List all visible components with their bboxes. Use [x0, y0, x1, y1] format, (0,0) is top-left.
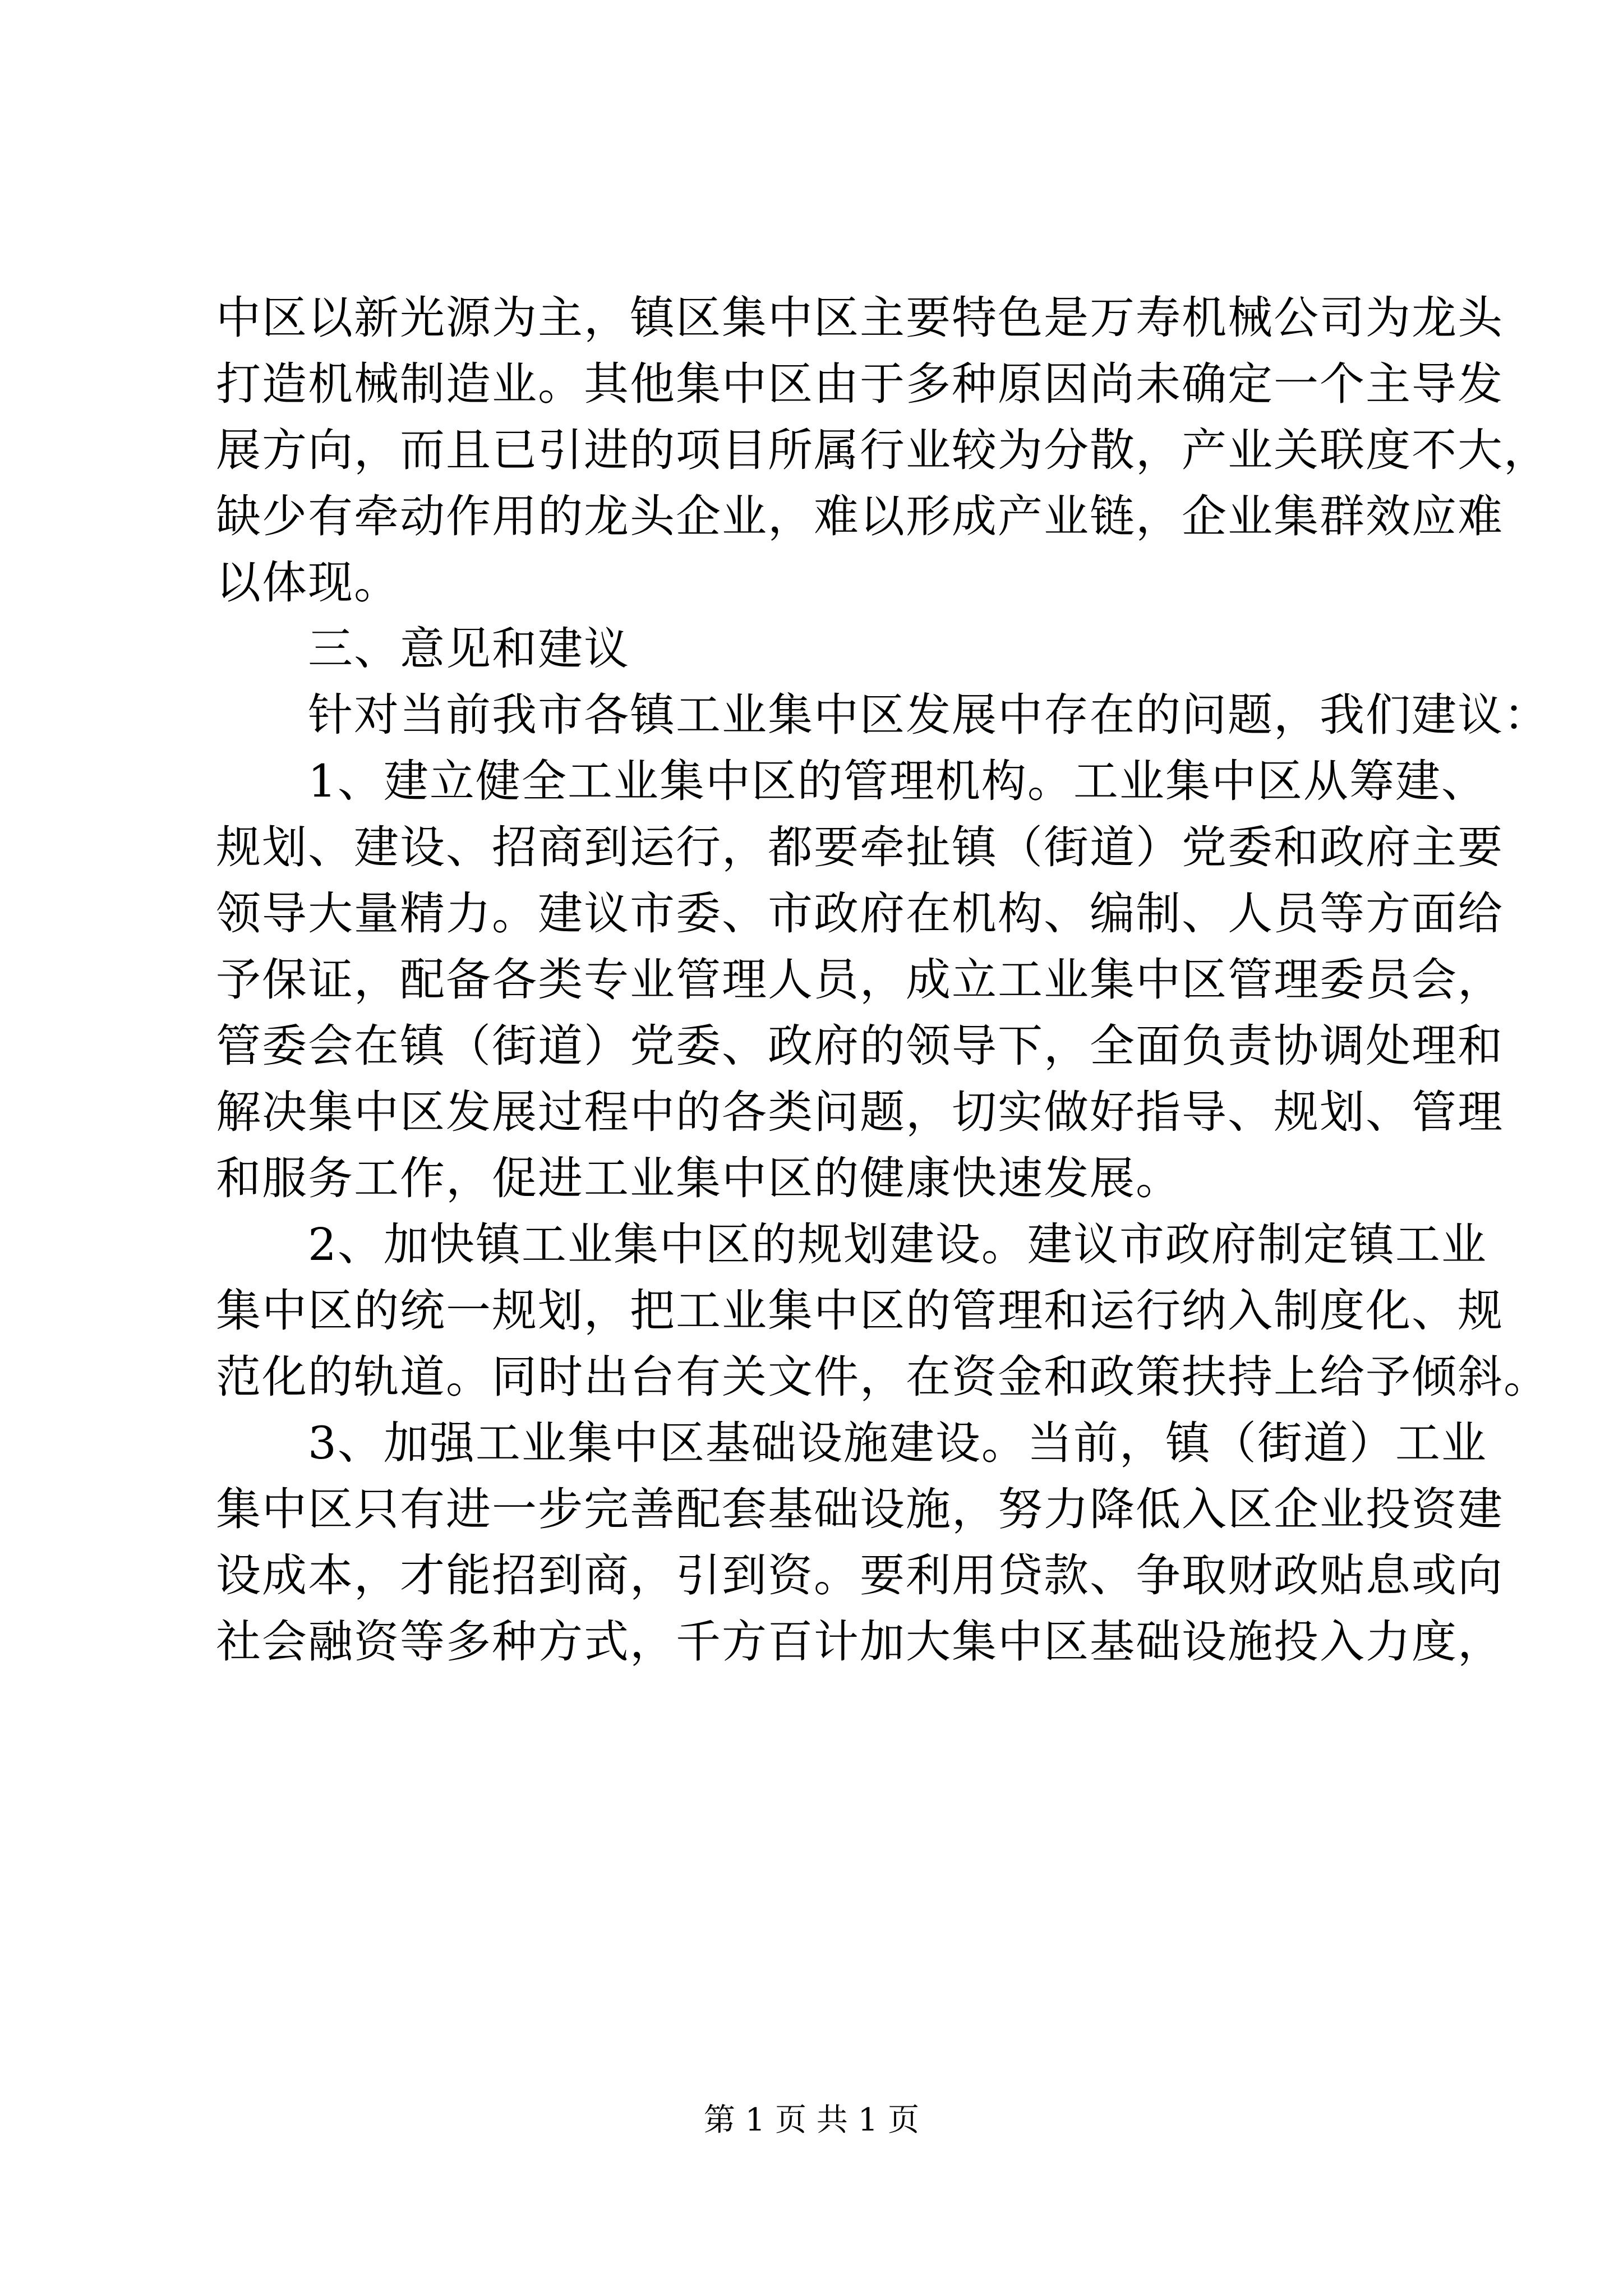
- text-line: 社会融资等多种方式，千方百计加大集中区基础设施投入力度，: [216, 1616, 1504, 1668]
- text-line: 设成本，才能招到商，引到资。要利用贷款、争取财政贴息或向: [216, 1549, 1504, 1602]
- text-line: 予保证，配备各类专业管理人员，成立工业集中区管理委员会，: [216, 954, 1504, 1006]
- section-heading: 三、意见和建议: [216, 623, 630, 675]
- page-number: 第 1 页 共 1 页: [703, 2102, 920, 2138]
- text-line: 缺少有牵动作用的龙头企业，难以形成产业链，企业集群效应难: [216, 490, 1504, 542]
- document-body: [216, 285, 1550, 1675]
- page-footer: [0, 2101, 1623, 2140]
- text-line: 3、加强工业集中区基础设施建设。当前，镇（街道）工业: [216, 1417, 1487, 1469]
- text-line: 集中区只有进一步完善配套基础设施，努力降低入区企业投资建: [216, 1483, 1504, 1535]
- text-line: 展方向，而且已引进的项目所属行业较为分散，产业关联度不大，: [216, 424, 1550, 476]
- text-line: 解决集中区发展过程中的各类问题，切实做好指导、规划、管理: [216, 1086, 1504, 1138]
- text-line: 以体现。: [216, 556, 400, 609]
- text-line: 1、建立健全工业集中区的管理机构。工业集中区从筹建、: [216, 755, 1487, 807]
- text-line: 针对当前我市各镇工业集中区发展中存在的问题，我们建议：: [216, 689, 1550, 741]
- text-line: 集中区的统一规划，把工业集中区的管理和运行纳入制度化、规: [216, 1285, 1504, 1337]
- text-line: 打造机械制造业。其他集中区由于多种原因尚未确定一个主导发: [216, 358, 1504, 410]
- text-line: 和服务工作，促进工业集中区的健康快速发展。: [216, 1152, 1182, 1204]
- text-line: 中区以新光源为主，镇区集中区主要特色是万寿机械公司为龙头: [216, 292, 1504, 344]
- text-line: 规划、建设、招商到运行，都要牵扯镇（街道）党委和政府主要: [216, 821, 1504, 873]
- text-line: 范化的轨道。同时出台有关文件，在资金和政策扶持上给予倾斜。: [216, 1351, 1550, 1403]
- text-line: 2、加快镇工业集中区的规划建设。建议市政府制定镇工业: [216, 1218, 1487, 1271]
- text-line: 领导大量精力。建议市委、市政府在机构、编制、人员等方面给: [216, 887, 1504, 940]
- text-line: 管委会在镇（街道）党委、政府的领导下，全面负责协调处理和: [216, 1020, 1504, 1072]
